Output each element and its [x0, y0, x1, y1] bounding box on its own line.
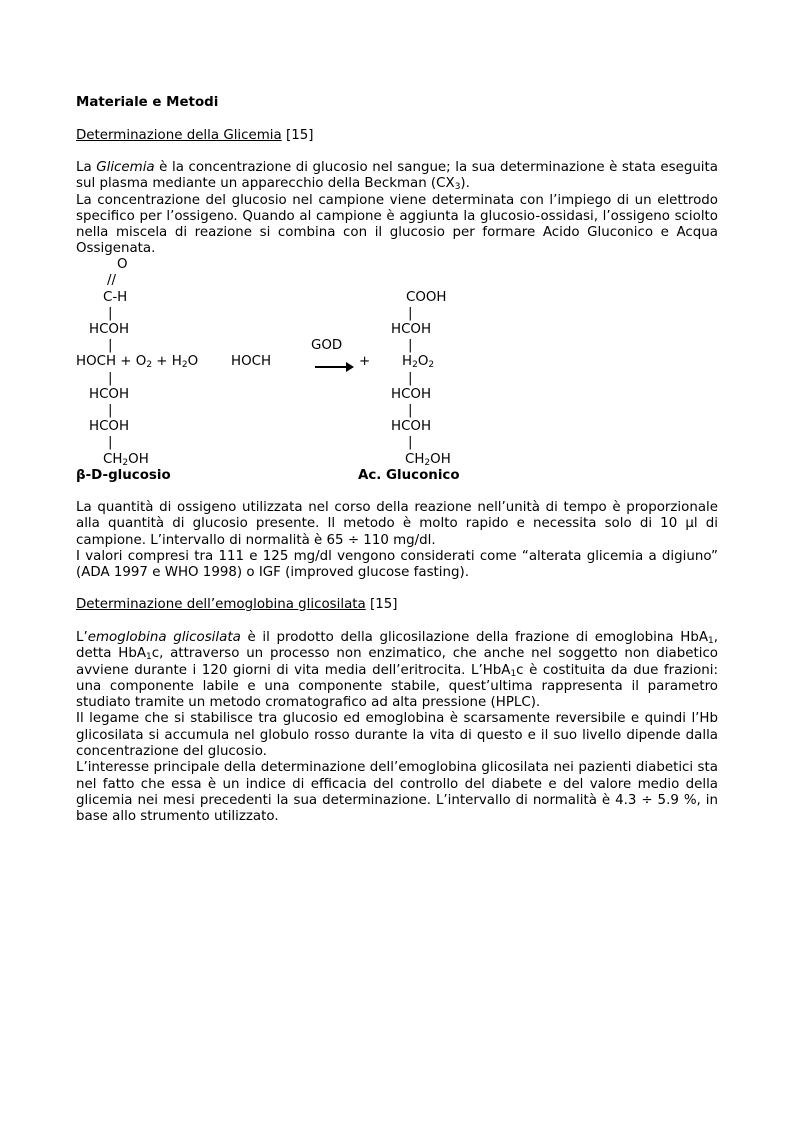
page-title: Materiale e Metodi: [76, 95, 219, 110]
text-run: è il prodotto della glicosilazione della frazione di emoglobina HbA: [240, 630, 708, 645]
subscript: 1: [145, 652, 152, 663]
bond-line: |: [108, 371, 113, 386]
bond-line: |: [108, 338, 113, 353]
text-run: H: [402, 354, 413, 369]
bond-line: |: [108, 306, 113, 321]
text-run: OH: [128, 452, 149, 467]
subscript: 1: [708, 636, 714, 646]
hcoh-group: HCOH: [391, 387, 432, 402]
ch2oh-group: [405, 452, 451, 468]
subscript: 2: [428, 360, 435, 370]
text-run: L’: [76, 630, 88, 645]
glicemia-method: [76, 500, 718, 581]
text-run: , detta HbA: [76, 630, 718, 662]
term-italic: emoglobina glicosilata: [87, 630, 241, 645]
subscript: 2: [181, 360, 188, 370]
text-run: OH: [430, 452, 451, 467]
reference: [15]: [365, 597, 398, 612]
paragraph: L’interesse principale della determinazione dell’emoglobina glicosilata nei pazienti diabetici sta nel fatto che essa è un indice di efficacia del controllo del diabete e del valore medio della glicemia nei mesi precedenti la sua determinazione. L’intervallo di normalità è 4.3 ÷ 5.9 %, in base allo strumento utilizzato.: [76, 760, 718, 825]
hydrogen-peroxide: [402, 354, 434, 370]
section-heading-glicemia: [76, 128, 718, 144]
paragraph: I valori compresi tra 111 e 125 mg/dl vengono considerati come “alterata glicemia a digiuno” (ADA 1997 e WHO 1998) o IGF (improved glucose fasting).: [76, 548, 718, 581]
hcoh-group: HCOH: [89, 387, 130, 402]
emoglobina-body: [76, 630, 718, 826]
text-run: O: [187, 354, 199, 369]
bond-line: |: [408, 403, 413, 418]
hcoh-group: HCOH: [89, 322, 130, 337]
hoch-group: HOCH: [76, 354, 117, 369]
subscript: 3: [454, 182, 461, 193]
text-run: CH: [103, 452, 123, 467]
subscript: 1: [510, 668, 517, 679]
hcoh-group: HCOH: [89, 419, 130, 434]
reactants-line: [76, 354, 198, 370]
text-run: La: [76, 160, 97, 175]
bond-line: |: [108, 435, 113, 450]
label-ac-gluconico: Ac. Gluconico: [358, 468, 460, 483]
text-run: ).: [460, 176, 470, 192]
section-heading-text: Determinazione dell’emoglobina glicosilata: [76, 597, 366, 612]
glicemia-intro: [76, 160, 718, 258]
bond-line: |: [408, 371, 413, 386]
text-run: + H: [152, 354, 182, 369]
subscript: 2: [122, 458, 129, 468]
bond-line: |: [408, 306, 413, 321]
reaction-arrow-icon: [315, 366, 351, 368]
text-run: è la concentrazione di glucosio nel sangue; la sua determinazione è stata eseguita sul plasma mediante un apparecchio della Beckman (CX: [76, 160, 718, 192]
paragraph: La concentrazione del glucosio nel campione viene determinata con l’impiego di un elettrodo specifico per l’ossigeno. Quando al campione è aggiunta la glucosio-ossidasi, l’ossigeno sciolto nella miscela di reazione si combina con il glucosio per formare Acido Gluconico e Acqua Ossigenata.: [76, 192, 718, 257]
subscript: 2: [146, 360, 153, 370]
aldehyde-group: C-H: [103, 290, 128, 305]
subscript: 2: [412, 360, 418, 370]
bond-line: |: [408, 338, 413, 353]
paragraph: Il legame che si stabilisce tra glucosio ed emoglobina è scarsamente reversibile e quindi l’Hb glicosilata si accumula nel globulo rosso durante la vita di questo e il suo livello dipende dalla concentrazione del glucosio.: [76, 711, 718, 760]
carboxyl-group: COOH: [406, 290, 447, 305]
double-bond: //: [107, 273, 117, 288]
reference: [15]: [281, 128, 314, 143]
text-run: c, attraverso un processo non enzimatico, che anche nel soggetto non diabetico avviene durante i 120 giorni di vita media dell’eritrocita. L’HbA: [76, 646, 718, 678]
section-heading-text: Determinazione della Glicemia: [76, 128, 282, 143]
hoch-group: HOCH: [231, 354, 272, 369]
oxygen-atom: O: [117, 257, 128, 272]
paragraph: La quantità di ossigeno utilizzata nel corso della reazione nell’unità di tempo è proporzionale alla quantità di glucosio presente. Il metodo è molto rapido e necessita solo di 10 µl di campione. L’intervallo di normalità è 65 ÷ 110 mg/dl.: [76, 500, 718, 548]
text-run: c è costituita da due frazioni: una componente labile e una componente stabile, quest’ultima rappresenta il parametro studiato tramite un metodo cromatografico ad alta pressione (HPLC).: [76, 662, 718, 711]
section-heading-emoglobina: [76, 597, 718, 613]
plus-sign: +: [359, 354, 371, 369]
hcoh-group: HCOH: [391, 419, 432, 434]
enzyme-label: GOD: [311, 338, 343, 353]
text-run: + O: [116, 354, 147, 369]
text-run: O: [417, 354, 429, 369]
bond-line: |: [108, 403, 113, 418]
term-italic: Glicemia: [96, 160, 155, 175]
ch2oh-group: [103, 452, 149, 468]
text-run: CH: [405, 452, 425, 467]
bond-line: |: [408, 435, 413, 450]
hcoh-group: HCOH: [391, 322, 432, 337]
paragraph: [76, 160, 718, 193]
subscript: 2: [424, 458, 431, 468]
label-beta-d-glucosio: β-D-glucosio: [76, 468, 171, 483]
paragraph: [76, 630, 718, 711]
